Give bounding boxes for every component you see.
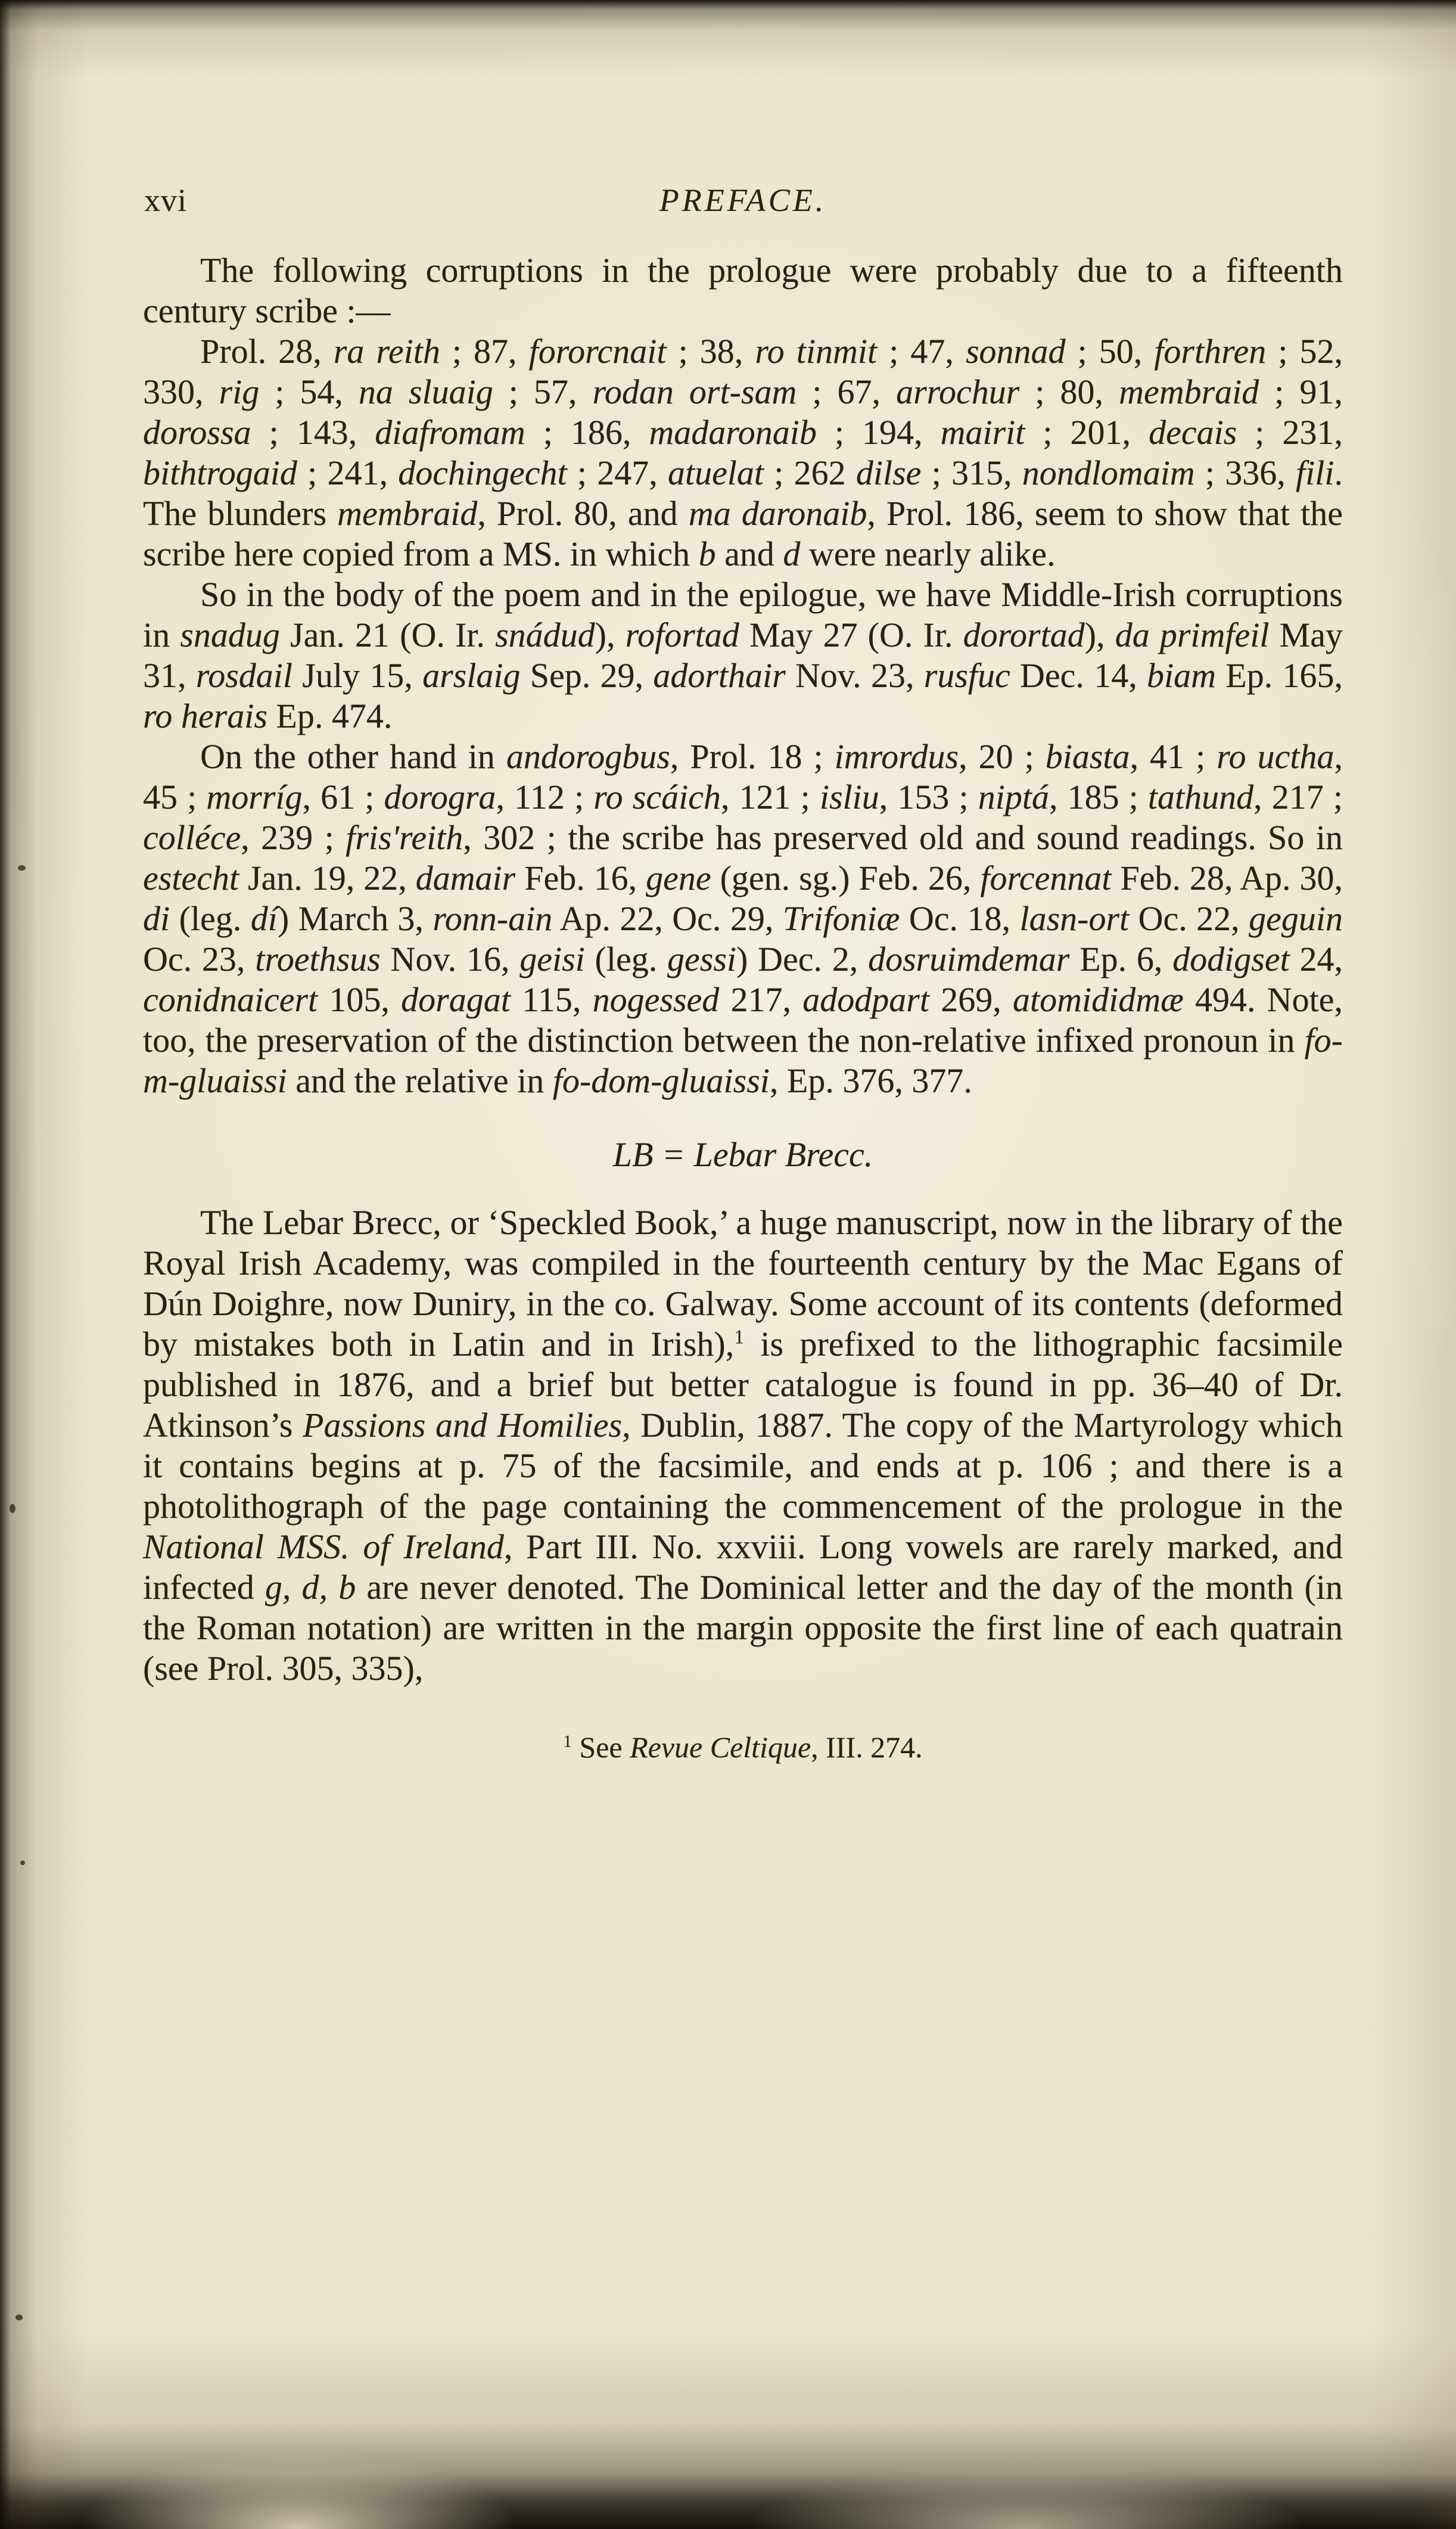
paragraph: On the other hand in andorogbus, Prol. 18 ; imrordus, 20 ; biasta, 41 ; ro uctha, 45 ; morríg, 61 ; dorogra, 112 ; ro scáich, 121 ; isliu, 153 ; niptá, 185 ; tathund, 217 ; colléce, 239 ; fris'reith, 302 ; the scribe has preserved old and sound readings. So in estecht Jan. 19, 22, damair Feb. 16, gene (gen. sg.) Feb. 26, forcennat Feb. 28, Ap. 30, di (leg. dí) March 3, ronn-ain Ap. 22, Oc. 29, Trifoniæ Oc. 18, lasn-ort Oc. 22, geguin Oc. 23, troethsus Nov. 16, geisi (leg. gessi) Dec. 2, dosruimdemar Ep. 6, dodigset 24, conidnaicert 105, doragat 115, nogessed 217, adodpart 269, atomididmæ 494. Note, too, the preservation of the distinction between the non-relative infixed pronoun in fo-m-gluaissi and the relative in fo-dom-gluaissi, Ep. 376, 377. — [143, 737, 1343, 1100]
scan-light-blob — [83, 2452, 512, 2529]
page-header — [143, 176, 1343, 220]
scan-light-blob — [751, 2463, 1299, 2529]
paragraph: The Lebar Brecc, or ‘Speckled Book,’ a huge manuscript, now in the library of the Royal Irish Academy, was compiled in the fourteenth century by the Mac Egans of Dún Doighre, now Duniry, in the co. Galway. Some account of its contents (deformed by mistakes both in Latin and in Irish),$^1$ is prefixed to the lithographic facsimile published in 1876, and a brief but better catalogue is found in pp. 36–40 of Dr. Atkinson’s Passions and Homilies, Dublin, 1887. The copy of the Martyrology which it contains begins at p. 75 of the facsimile, and ends at p. 106 ; and there is a photolithograph of the page containing the commencement of the prologue in the National MSS. of Ireland, Part III. No. xxviii. Long vowels are rarely marked, and infected g, d, b are never denoted. The Dominical letter and the day of the month (in the Roman notation) are written in the margin opposite the first line of each quatrain (see Prol. 305, 335), — [143, 1203, 1343, 1688]
page-number: xvi — [144, 182, 188, 218]
paragraph: Prol. 28, ra reith ; 87, fororcnait ; 38, ro tinmit ; 47, sonnad ; 50, forthren ; 52, 330, rig ; 54, na sluaig ; 57, rodan ort-sam ; 67, arrochur ; 80, membraid ; 91, dorossa ; 143, diafromam ; 186, madaronaib ; 194, mairit ; 201, decais ; 231, bithtrogaid ; 241, dochingecht ; 247, atuelat ; 262 dilse ; 315, nondlomaim ; 336, fili. The blunders membraid, Prol. 80, and ma daronaib, Prol. 186, seem to show that the scribe here copied from a MS. in which b and d were nearly alike. — [143, 332, 1343, 573]
paragraph: So in the body of the poem and in the epilogue, we have Middle-Irish corruptions in snadug Jan. 21 (O. Ir. snádud), rofortad May 27 (O. Ir. dorortad), da primfeil May 31, rosdail July 15, arslaig Sep. 29, adorthair Nov. 23, rusfuc Dec. 14, biam Ep. 165, ro herais Ep. 474. — [143, 575, 1343, 735]
running-title: PREFACE. — [659, 182, 827, 218]
paragraphs — [143, 250, 1343, 1689]
page-content — [143, 176, 1343, 1767]
scan-speck — [18, 865, 26, 871]
section-heading: LB = Lebar Brecc. — [612, 1135, 873, 1174]
scan-speck — [10, 1504, 15, 1513]
scan-speck — [15, 2314, 23, 2320]
footnote: $^1$ See Revue Celtique, III. 274. — [563, 1730, 923, 1764]
scan-speck — [20, 1860, 25, 1865]
paragraph: The following corruptions in the prologue were probably due to a fifteenth century scribe :— — [143, 251, 1343, 330]
